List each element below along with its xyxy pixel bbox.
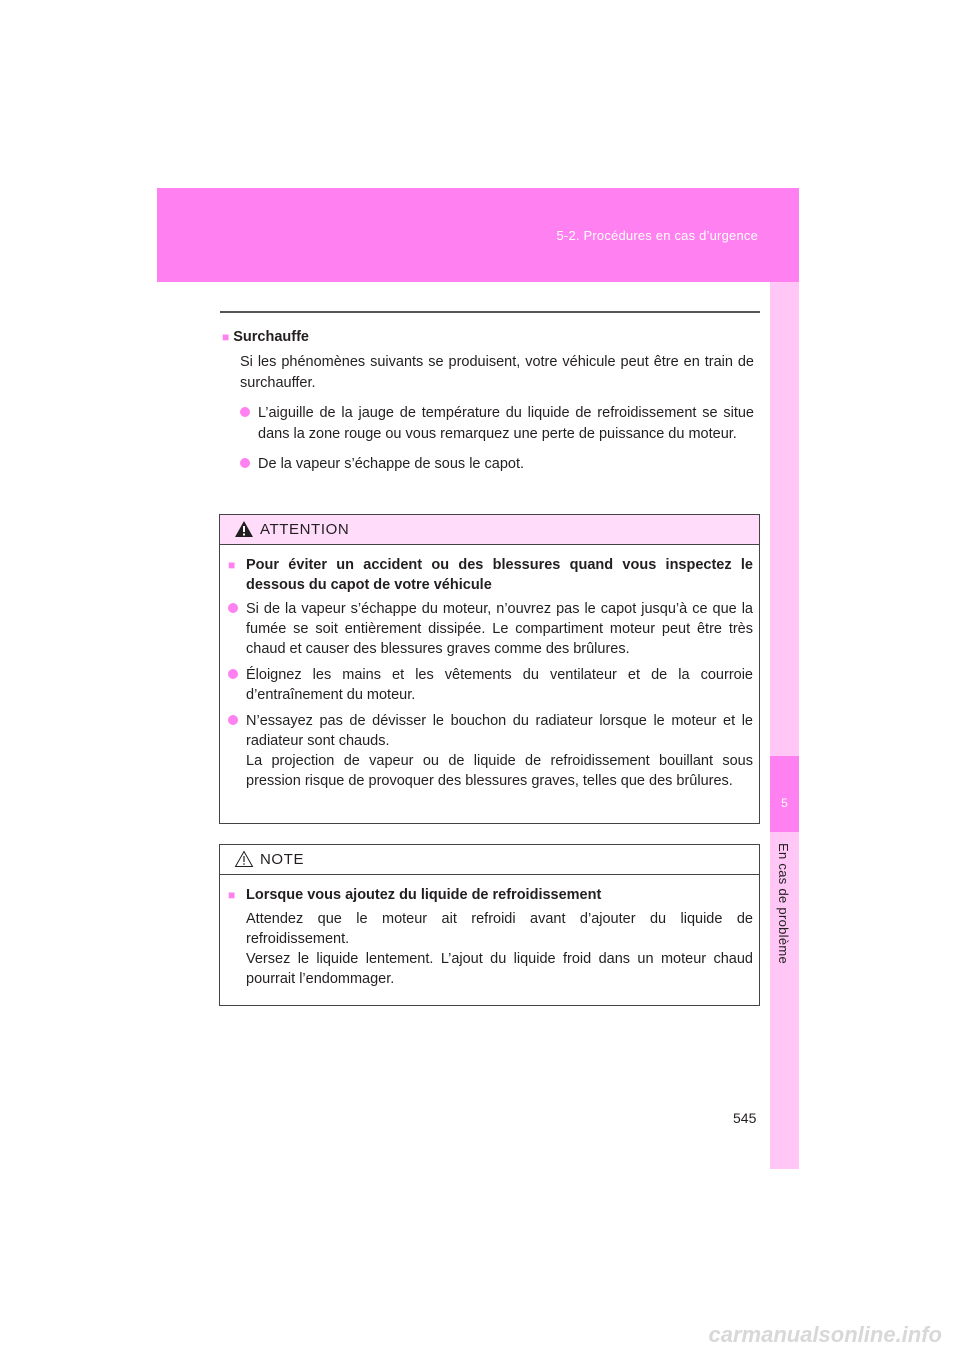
list-item: Si de la vapeur s’échappe du moteur, n’ouvrez pas le capot jusqu’à ce que la fumée se soit entièrement dissipée. Le compartiment moteur peut être très chaud et causer des blessures graves comme des brûlures. [228,599,753,659]
side-tab [770,282,799,1169]
section-header-band [157,188,799,282]
bullet-dot-icon [228,603,238,613]
list-item: N’essayez pas de dévisser le bouchon du radiateur lorsque le moteur et le radiateur sont chauds. La projection de vapeur ou de liquide de refroidissement bouillant sous pression risque de provoquer des blessures graves, telles que des brûlures. [228,711,753,791]
chapter-number: 5 [781,796,788,810]
chapter-tab[interactable] [770,756,799,832]
bullet-dot-icon [228,715,238,725]
watermark: carmanualsonline.info [708,1322,942,1347]
list-item: De la vapeur s’échappe de sous le capot. [222,454,754,475]
note-label: NOTE [260,851,305,868]
list-item: L’aiguille de la jauge de température du liquide de refroidissement se situe dans la zone rouge ou vous remarquez une perte de puissance du moteur. [222,403,754,445]
list-item: Éloignez les mains et les vêtements du ventilateur et de la courroie d’entraînement du moteur. [228,665,753,705]
bullet-dot-icon [240,458,250,468]
attention-title: ■ Pour éviter un accident ou des blessures quand vous inspectez le dessous du capot de votre véhicule [228,557,753,593]
page-number: 545 [733,1110,757,1126]
note-title: ■ Lorsque vous ajoutez du liquide de refroidissement [228,887,602,903]
attention-header [220,515,759,545]
note-box [219,844,760,1006]
warning-icon [234,520,254,538]
attention-box [219,514,760,824]
bullet-dot-icon [228,669,238,679]
square-bullet-icon: ■ [228,558,236,572]
square-bullet-icon: ■ [228,888,236,902]
bullet-continuation: La projection de vapeur ou de liquide de refroidissement bouillant sous pression risque de provoquer des blessures graves, telles que des brûlures. [246,753,753,789]
intro-paragraph: Si les phénomènes suivants se produisent, votre véhicule peut être en train de surchauffer. [240,354,754,391]
note-body [220,875,759,1001]
section-heading: ■ Surchauffe [222,329,309,345]
caution-icon [234,850,254,868]
overheating-section [222,327,754,484]
section-title: 5-2. Procédures en cas d’urgence [556,228,758,243]
attention-label: ATTENTION [260,521,350,538]
attention-body [220,545,759,809]
note-header [220,845,759,875]
note-paragraph: Attendez que le moteur ait refroidi avant d’ajouter du liquide de refroidissement. Versez le liquide lentement. L’ajout du liquide froid dans un moteur chaud pourrait l’endommager. [246,911,753,987]
chapter-title: En cas de problème [776,843,791,965]
bullet-dot-icon [240,407,250,417]
square-bullet-icon: ■ [222,330,230,344]
divider [220,311,760,313]
